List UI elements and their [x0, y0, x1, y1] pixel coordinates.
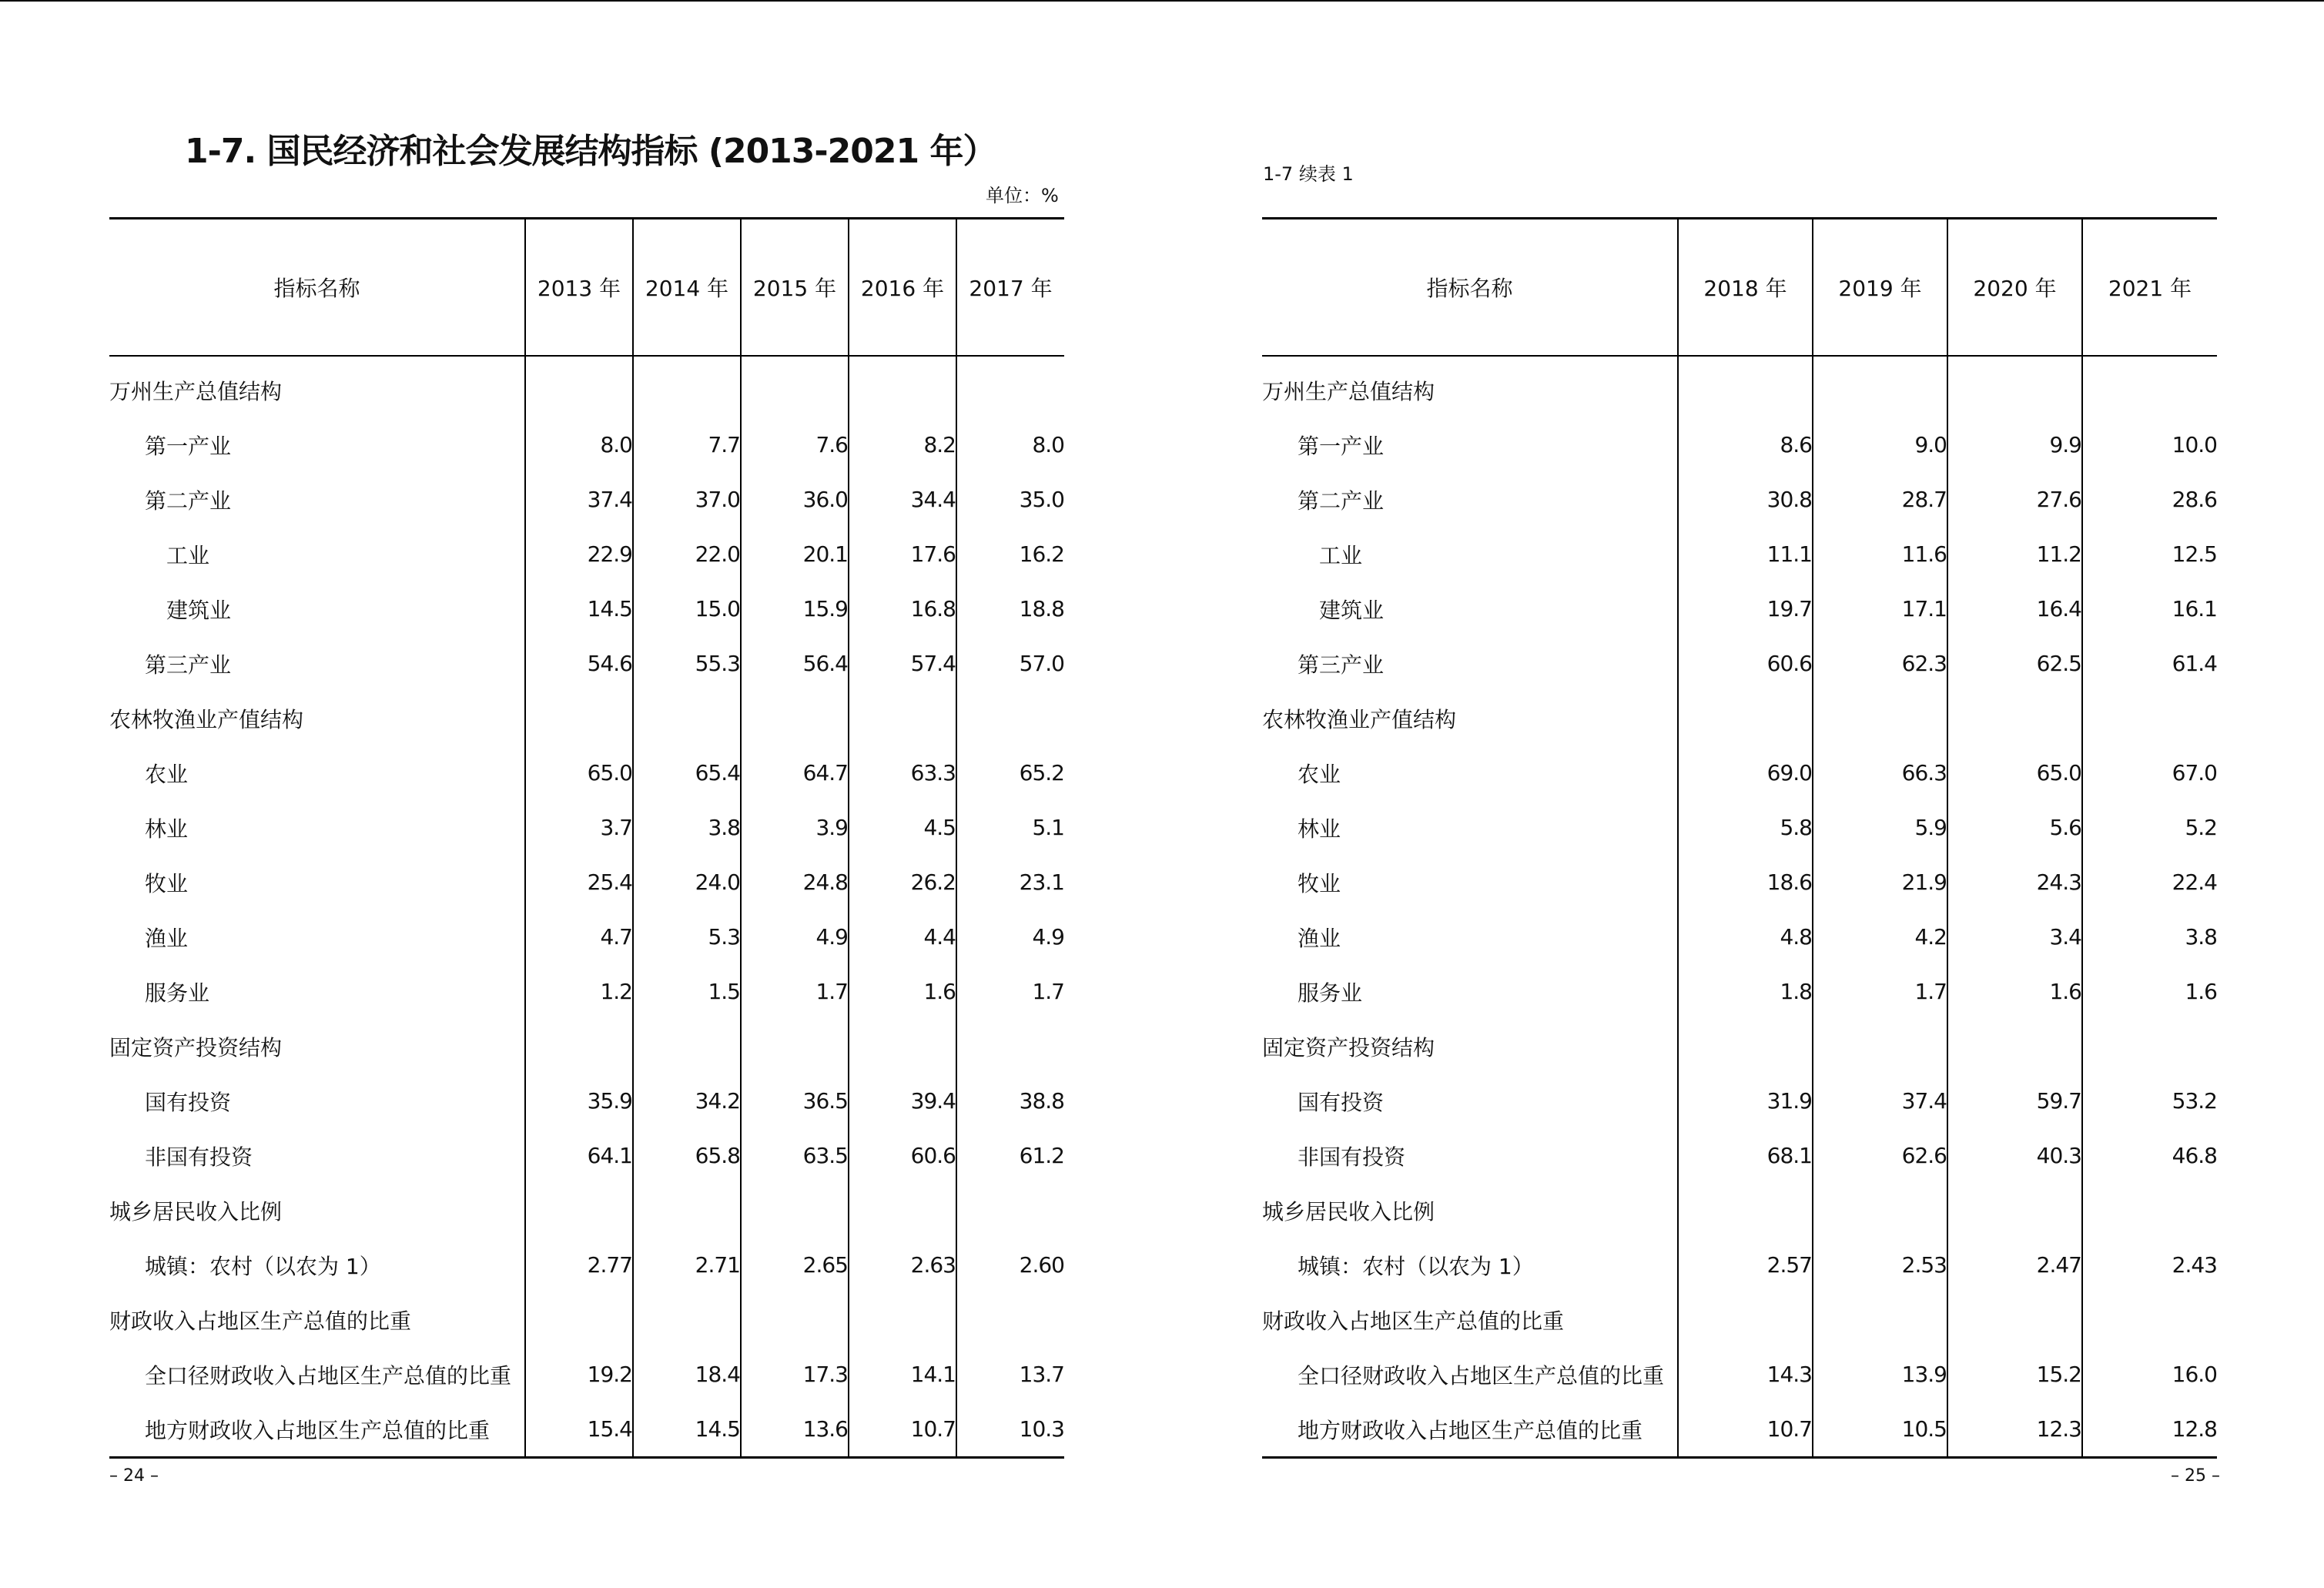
value-cell: 19.7 — [1678, 581, 1813, 636]
indicator-name-cell: 地方财政收入占地区生产总值的比重 — [1298, 1417, 1643, 1443]
table-row — [109, 1183, 1064, 1238]
page-number: – 25 – — [2171, 1466, 2220, 1486]
table-body — [1262, 356, 2217, 1458]
indicator-name-cell: 牧业 — [145, 870, 189, 896]
table-row — [1262, 855, 2217, 910]
value-cell: 22.0 — [633, 527, 741, 581]
value-cell: 10.7 — [849, 1402, 956, 1458]
value-cell — [633, 1292, 741, 1347]
value-cell: 16.8 — [849, 581, 956, 636]
value-cell — [1947, 691, 2082, 745]
indicator-name-cell: 非国有投资 — [145, 1144, 253, 1170]
table-row — [1262, 472, 2217, 527]
value-cell — [1813, 1292, 1947, 1347]
indicator-name-cell: 第一产业 — [1298, 433, 1385, 459]
table-row — [1262, 1074, 2217, 1128]
header-year: 2016 年 — [849, 219, 956, 357]
indicator-name-cell: 建筑业 — [1319, 597, 1385, 623]
value-cell: 62.3 — [1813, 636, 1947, 691]
indicator-name-cell: 城乡居民收入比例 — [109, 1198, 283, 1225]
value-cell: 9.0 — [1813, 417, 1947, 472]
value-cell: 24.8 — [741, 855, 849, 910]
value-cell: 3.4 — [1947, 910, 2082, 964]
value-cell: 11.1 — [1678, 527, 1813, 581]
indicator-name-cell: 建筑业 — [166, 597, 232, 623]
indicator-name-cell: 财政收入占地区生产总值的比重 — [109, 1308, 412, 1334]
value-cell: 65.4 — [633, 745, 741, 800]
value-cell: 64.7 — [741, 745, 849, 800]
value-cell: 57.4 — [849, 636, 956, 691]
value-cell: 35.0 — [956, 472, 1064, 527]
value-cell: 28.6 — [2082, 472, 2217, 527]
page-title: 1-7. 国民经济和社会发展结构指标 (2013-2021 年） — [185, 132, 996, 171]
value-cell: 17.1 — [1813, 581, 1947, 636]
value-cell: 14.5 — [633, 1402, 741, 1458]
value-cell: 2.65 — [741, 1238, 849, 1292]
table-row — [1262, 1292, 2217, 1347]
value-cell — [633, 1183, 741, 1238]
indicator-name-cell: 林业 — [145, 816, 189, 842]
value-cell: 69.0 — [1678, 745, 1813, 800]
header-indicator-name: 指标名称 — [109, 219, 525, 357]
indicator-name-cell: 牧业 — [1298, 870, 1341, 896]
value-cell: 30.8 — [1678, 472, 1813, 527]
value-cell: 10.0 — [2082, 417, 2217, 472]
value-cell: 2.57 — [1678, 1238, 1813, 1292]
header-year: 2017 年 — [956, 219, 1064, 357]
value-cell: 22.4 — [2082, 855, 2217, 910]
value-cell: 2.47 — [1947, 1238, 2082, 1292]
value-cell: 54.6 — [525, 636, 633, 691]
table-row — [1262, 745, 2217, 800]
indicator-name-cell: 全口径财政收入占地区生产总值的比重 — [145, 1362, 512, 1389]
value-cell: 16.2 — [956, 527, 1064, 581]
value-cell: 4.9 — [956, 910, 1064, 964]
value-cell — [741, 1183, 849, 1238]
value-cell: 62.6 — [1813, 1128, 1947, 1183]
value-cell: 67.0 — [2082, 745, 2217, 800]
value-cell: 4.8 — [1678, 910, 1813, 964]
value-cell: 8.0 — [525, 417, 633, 472]
indicator-name-cell: 城镇：农村（以农为 1） — [145, 1253, 381, 1279]
value-cell: 63.5 — [741, 1128, 849, 1183]
table-row — [1262, 636, 2217, 691]
indicator-name-cell: 服务业 — [145, 980, 210, 1006]
value-cell — [1678, 1183, 1813, 1238]
table-row — [109, 964, 1064, 1019]
value-cell: 13.7 — [956, 1347, 1064, 1402]
value-cell — [956, 356, 1064, 417]
value-cell — [633, 356, 741, 417]
indicator-name-cell: 国有投资 — [145, 1089, 232, 1115]
value-cell: 5.6 — [1947, 800, 2082, 855]
indicator-name-cell: 固定资产投资结构 — [1262, 1034, 1435, 1060]
value-cell: 12.5 — [2082, 527, 2217, 581]
value-cell: 68.1 — [1678, 1128, 1813, 1183]
value-cell — [741, 356, 849, 417]
value-cell: 15.0 — [633, 581, 741, 636]
value-cell: 8.0 — [956, 417, 1064, 472]
value-cell: 8.6 — [1678, 417, 1813, 472]
value-cell: 4.4 — [849, 910, 956, 964]
table-row — [109, 636, 1064, 691]
page-number: – 24 – — [109, 1466, 159, 1486]
value-cell: 35.9 — [525, 1074, 633, 1128]
value-cell: 2.63 — [849, 1238, 956, 1292]
value-cell: 10.5 — [1813, 1402, 1947, 1458]
table-header-row — [1262, 219, 2217, 357]
value-cell: 61.2 — [956, 1128, 1064, 1183]
value-cell: 10.7 — [1678, 1402, 1813, 1458]
value-cell: 14.3 — [1678, 1347, 1813, 1402]
value-cell — [1678, 356, 1813, 417]
value-cell: 55.3 — [633, 636, 741, 691]
value-cell — [1813, 1019, 1947, 1074]
value-cell: 1.6 — [849, 964, 956, 1019]
value-cell: 26.2 — [849, 855, 956, 910]
value-cell: 7.7 — [633, 417, 741, 472]
value-cell: 18.6 — [1678, 855, 1813, 910]
indicator-name-cell: 万州生产总值结构 — [109, 378, 283, 404]
indicator-name-cell: 渔业 — [1298, 925, 1341, 951]
value-cell: 62.5 — [1947, 636, 2082, 691]
value-cell — [525, 691, 633, 745]
value-cell: 24.3 — [1947, 855, 2082, 910]
value-cell: 61.4 — [2082, 636, 2217, 691]
value-cell: 40.3 — [1947, 1128, 2082, 1183]
value-cell — [849, 691, 956, 745]
value-cell — [849, 1292, 956, 1347]
table-row — [109, 581, 1064, 636]
value-cell: 56.4 — [741, 636, 849, 691]
value-cell: 15.9 — [741, 581, 849, 636]
table-row — [1262, 1402, 2217, 1458]
value-cell: 5.3 — [633, 910, 741, 964]
indicator-name-cell: 第二产业 — [1298, 487, 1385, 514]
table-row — [1262, 1347, 2217, 1402]
value-cell — [1947, 1183, 2082, 1238]
value-cell — [1947, 1019, 2082, 1074]
value-cell — [1947, 356, 2082, 417]
value-cell: 1.5 — [633, 964, 741, 1019]
value-cell — [741, 1292, 849, 1347]
header-year: 2021 年 — [2082, 219, 2217, 357]
value-cell: 53.2 — [2082, 1074, 2217, 1128]
value-cell: 36.0 — [741, 472, 849, 527]
table-row — [109, 1019, 1064, 1074]
value-cell: 7.6 — [741, 417, 849, 472]
value-cell: 16.1 — [2082, 581, 2217, 636]
value-cell: 17.6 — [849, 527, 956, 581]
table-row — [1262, 800, 2217, 855]
indicator-name-cell: 地方财政收入占地区生产总值的比重 — [145, 1417, 491, 1443]
value-cell: 34.4 — [849, 472, 956, 527]
value-cell: 36.5 — [741, 1074, 849, 1128]
right-page — [1162, 0, 2324, 1588]
value-cell: 60.6 — [849, 1128, 956, 1183]
value-cell — [525, 1019, 633, 1074]
table-header-row — [109, 219, 1064, 357]
value-cell: 37.4 — [1813, 1074, 1947, 1128]
header-indicator-name: 指标名称 — [1262, 219, 1678, 357]
indicator-name-cell: 第一产业 — [145, 433, 232, 459]
value-cell: 37.0 — [633, 472, 741, 527]
value-cell — [2082, 1019, 2217, 1074]
value-cell — [525, 1183, 633, 1238]
value-cell — [633, 1019, 741, 1074]
value-cell: 28.7 — [1813, 472, 1947, 527]
value-cell: 1.7 — [956, 964, 1064, 1019]
value-cell: 13.9 — [1813, 1347, 1947, 1402]
value-cell: 39.4 — [849, 1074, 956, 1128]
value-cell: 20.1 — [741, 527, 849, 581]
header-year: 2013 年 — [525, 219, 633, 357]
value-cell: 65.0 — [1947, 745, 2082, 800]
indicator-name-cell: 第二产业 — [145, 487, 232, 514]
value-cell: 1.8 — [1678, 964, 1813, 1019]
value-cell: 65.0 — [525, 745, 633, 800]
value-cell: 14.5 — [525, 581, 633, 636]
value-cell: 24.0 — [633, 855, 741, 910]
value-cell: 5.8 — [1678, 800, 1813, 855]
table-row — [1262, 356, 2217, 417]
header-year: 2019 年 — [1813, 219, 1947, 357]
value-cell: 14.1 — [849, 1347, 956, 1402]
value-cell: 2.60 — [956, 1238, 1064, 1292]
value-cell: 9.9 — [1947, 417, 2082, 472]
value-cell: 1.6 — [1947, 964, 2082, 1019]
value-cell: 2.43 — [2082, 1238, 2217, 1292]
value-cell: 38.8 — [956, 1074, 1064, 1128]
indicator-name-cell: 第三产业 — [145, 652, 232, 678]
value-cell — [849, 356, 956, 417]
indicator-name-cell: 城乡居民收入比例 — [1262, 1198, 1435, 1225]
header-year: 2020 年 — [1947, 219, 2082, 357]
indicator-name-cell: 服务业 — [1298, 980, 1363, 1006]
indicator-name-cell: 农林牧渔业产值结构 — [109, 706, 304, 732]
table-row — [1262, 1128, 2217, 1183]
indicator-table-2018-2021 — [1262, 217, 2217, 1459]
value-cell: 63.3 — [849, 745, 956, 800]
value-cell: 17.3 — [741, 1347, 849, 1402]
value-cell — [1813, 691, 1947, 745]
value-cell: 65.8 — [633, 1128, 741, 1183]
value-cell — [2082, 356, 2217, 417]
indicator-table-2013-2017 — [109, 217, 1064, 1459]
value-cell: 18.4 — [633, 1347, 741, 1402]
header-year: 2014 年 — [633, 219, 741, 357]
table-row — [1262, 691, 2217, 745]
header-year: 2018 年 — [1678, 219, 1813, 357]
table-row — [109, 356, 1064, 417]
table-row — [1262, 1238, 2217, 1292]
value-cell — [849, 1019, 956, 1074]
table-row — [1262, 417, 2217, 472]
value-cell — [956, 1292, 1064, 1347]
value-cell: 31.9 — [1678, 1074, 1813, 1128]
indicator-name-cell: 渔业 — [145, 925, 189, 951]
value-cell: 10.3 — [956, 1402, 1064, 1458]
table-row — [1262, 964, 2217, 1019]
indicator-name-cell: 全口径财政收入占地区生产总值的比重 — [1298, 1362, 1665, 1389]
table-row — [109, 1074, 1064, 1128]
value-cell: 16.0 — [2082, 1347, 2217, 1402]
indicator-name-cell: 城镇：农村（以农为 1） — [1298, 1253, 1534, 1279]
table-body — [109, 356, 1064, 1458]
value-cell: 5.9 — [1813, 800, 1947, 855]
value-cell: 4.2 — [1813, 910, 1947, 964]
value-cell: 2.53 — [1813, 1238, 1947, 1292]
value-cell — [741, 1019, 849, 1074]
value-cell — [1813, 1183, 1947, 1238]
indicator-name-cell: 工业 — [166, 542, 210, 568]
value-cell: 37.4 — [525, 472, 633, 527]
header-year: 2015 年 — [741, 219, 849, 357]
value-cell: 19.2 — [525, 1347, 633, 1402]
indicator-name-cell: 农业 — [1298, 761, 1341, 787]
value-cell: 5.1 — [956, 800, 1064, 855]
value-cell: 15.2 — [1947, 1347, 2082, 1402]
indicator-name-cell: 非国有投资 — [1298, 1144, 1406, 1170]
value-cell: 1.2 — [525, 964, 633, 1019]
table-row — [109, 800, 1064, 855]
value-cell: 46.8 — [2082, 1128, 2217, 1183]
table-row — [1262, 1019, 2217, 1074]
value-cell: 8.2 — [849, 417, 956, 472]
value-cell: 3.8 — [633, 800, 741, 855]
table-row — [109, 1128, 1064, 1183]
value-cell — [1678, 1292, 1813, 1347]
table-row — [109, 1402, 1064, 1458]
value-cell: 12.3 — [1947, 1402, 2082, 1458]
value-cell: 4.7 — [525, 910, 633, 964]
value-cell — [633, 691, 741, 745]
indicator-name-cell: 财政收入占地区生产总值的比重 — [1262, 1308, 1565, 1334]
value-cell — [2082, 1183, 2217, 1238]
value-cell — [741, 691, 849, 745]
value-cell — [956, 1019, 1064, 1074]
indicator-name-cell: 第三产业 — [1298, 652, 1385, 678]
table-row — [1262, 527, 2217, 581]
value-cell: 1.6 — [2082, 964, 2217, 1019]
value-cell: 34.2 — [633, 1074, 741, 1128]
value-cell — [1813, 356, 1947, 417]
table-row — [109, 1238, 1064, 1292]
indicator-name-cell: 万州生产总值结构 — [1262, 378, 1435, 404]
value-cell: 27.6 — [1947, 472, 2082, 527]
value-cell: 25.4 — [525, 855, 633, 910]
value-cell: 12.8 — [2082, 1402, 2217, 1458]
unit-label: 单位：% — [986, 185, 1059, 206]
value-cell — [956, 1183, 1064, 1238]
value-cell: 4.9 — [741, 910, 849, 964]
value-cell: 3.7 — [525, 800, 633, 855]
value-cell — [525, 356, 633, 417]
table-row — [1262, 910, 2217, 964]
table-row — [109, 855, 1064, 910]
value-cell — [2082, 691, 2217, 745]
value-cell: 1.7 — [1813, 964, 1947, 1019]
value-cell: 21.9 — [1813, 855, 1947, 910]
indicator-name-cell: 固定资产投资结构 — [109, 1034, 283, 1060]
table-row — [109, 417, 1064, 472]
value-cell: 2.71 — [633, 1238, 741, 1292]
value-cell — [2082, 1292, 2217, 1347]
value-cell — [849, 1183, 956, 1238]
table-row — [1262, 1183, 2217, 1238]
value-cell — [1678, 1019, 1813, 1074]
value-cell: 11.2 — [1947, 527, 2082, 581]
value-cell: 5.2 — [2082, 800, 2217, 855]
indicator-name-cell: 林业 — [1298, 816, 1341, 842]
value-cell — [956, 691, 1064, 745]
table-row — [109, 691, 1064, 745]
value-cell: 3.8 — [2082, 910, 2217, 964]
value-cell: 65.2 — [956, 745, 1064, 800]
continuation-label: 1-7 续表 1 — [1263, 163, 1354, 185]
value-cell — [1678, 691, 1813, 745]
value-cell: 3.9 — [741, 800, 849, 855]
indicator-name-cell: 工业 — [1319, 542, 1363, 568]
value-cell: 59.7 — [1947, 1074, 2082, 1128]
table-row — [1262, 581, 2217, 636]
value-cell: 15.4 — [525, 1402, 633, 1458]
value-cell: 23.1 — [956, 855, 1064, 910]
value-cell: 16.4 — [1947, 581, 2082, 636]
value-cell: 60.6 — [1678, 636, 1813, 691]
value-cell: 13.6 — [741, 1402, 849, 1458]
table-row — [109, 1292, 1064, 1347]
value-cell: 4.5 — [849, 800, 956, 855]
table-row — [109, 472, 1064, 527]
indicator-name-cell: 国有投资 — [1298, 1089, 1385, 1115]
value-cell: 18.8 — [956, 581, 1064, 636]
value-cell: 66.3 — [1813, 745, 1947, 800]
value-cell: 1.7 — [741, 964, 849, 1019]
table-row — [109, 910, 1064, 964]
value-cell — [1947, 1292, 2082, 1347]
value-cell: 22.9 — [525, 527, 633, 581]
value-cell: 2.77 — [525, 1238, 633, 1292]
indicator-name-cell: 农林牧渔业产值结构 — [1262, 706, 1457, 732]
value-cell — [525, 1292, 633, 1347]
table-row — [109, 527, 1064, 581]
value-cell: 64.1 — [525, 1128, 633, 1183]
table-row — [109, 1347, 1064, 1402]
value-cell: 57.0 — [956, 636, 1064, 691]
table-row — [109, 745, 1064, 800]
value-cell: 11.6 — [1813, 527, 1947, 581]
indicator-name-cell: 农业 — [145, 761, 189, 787]
